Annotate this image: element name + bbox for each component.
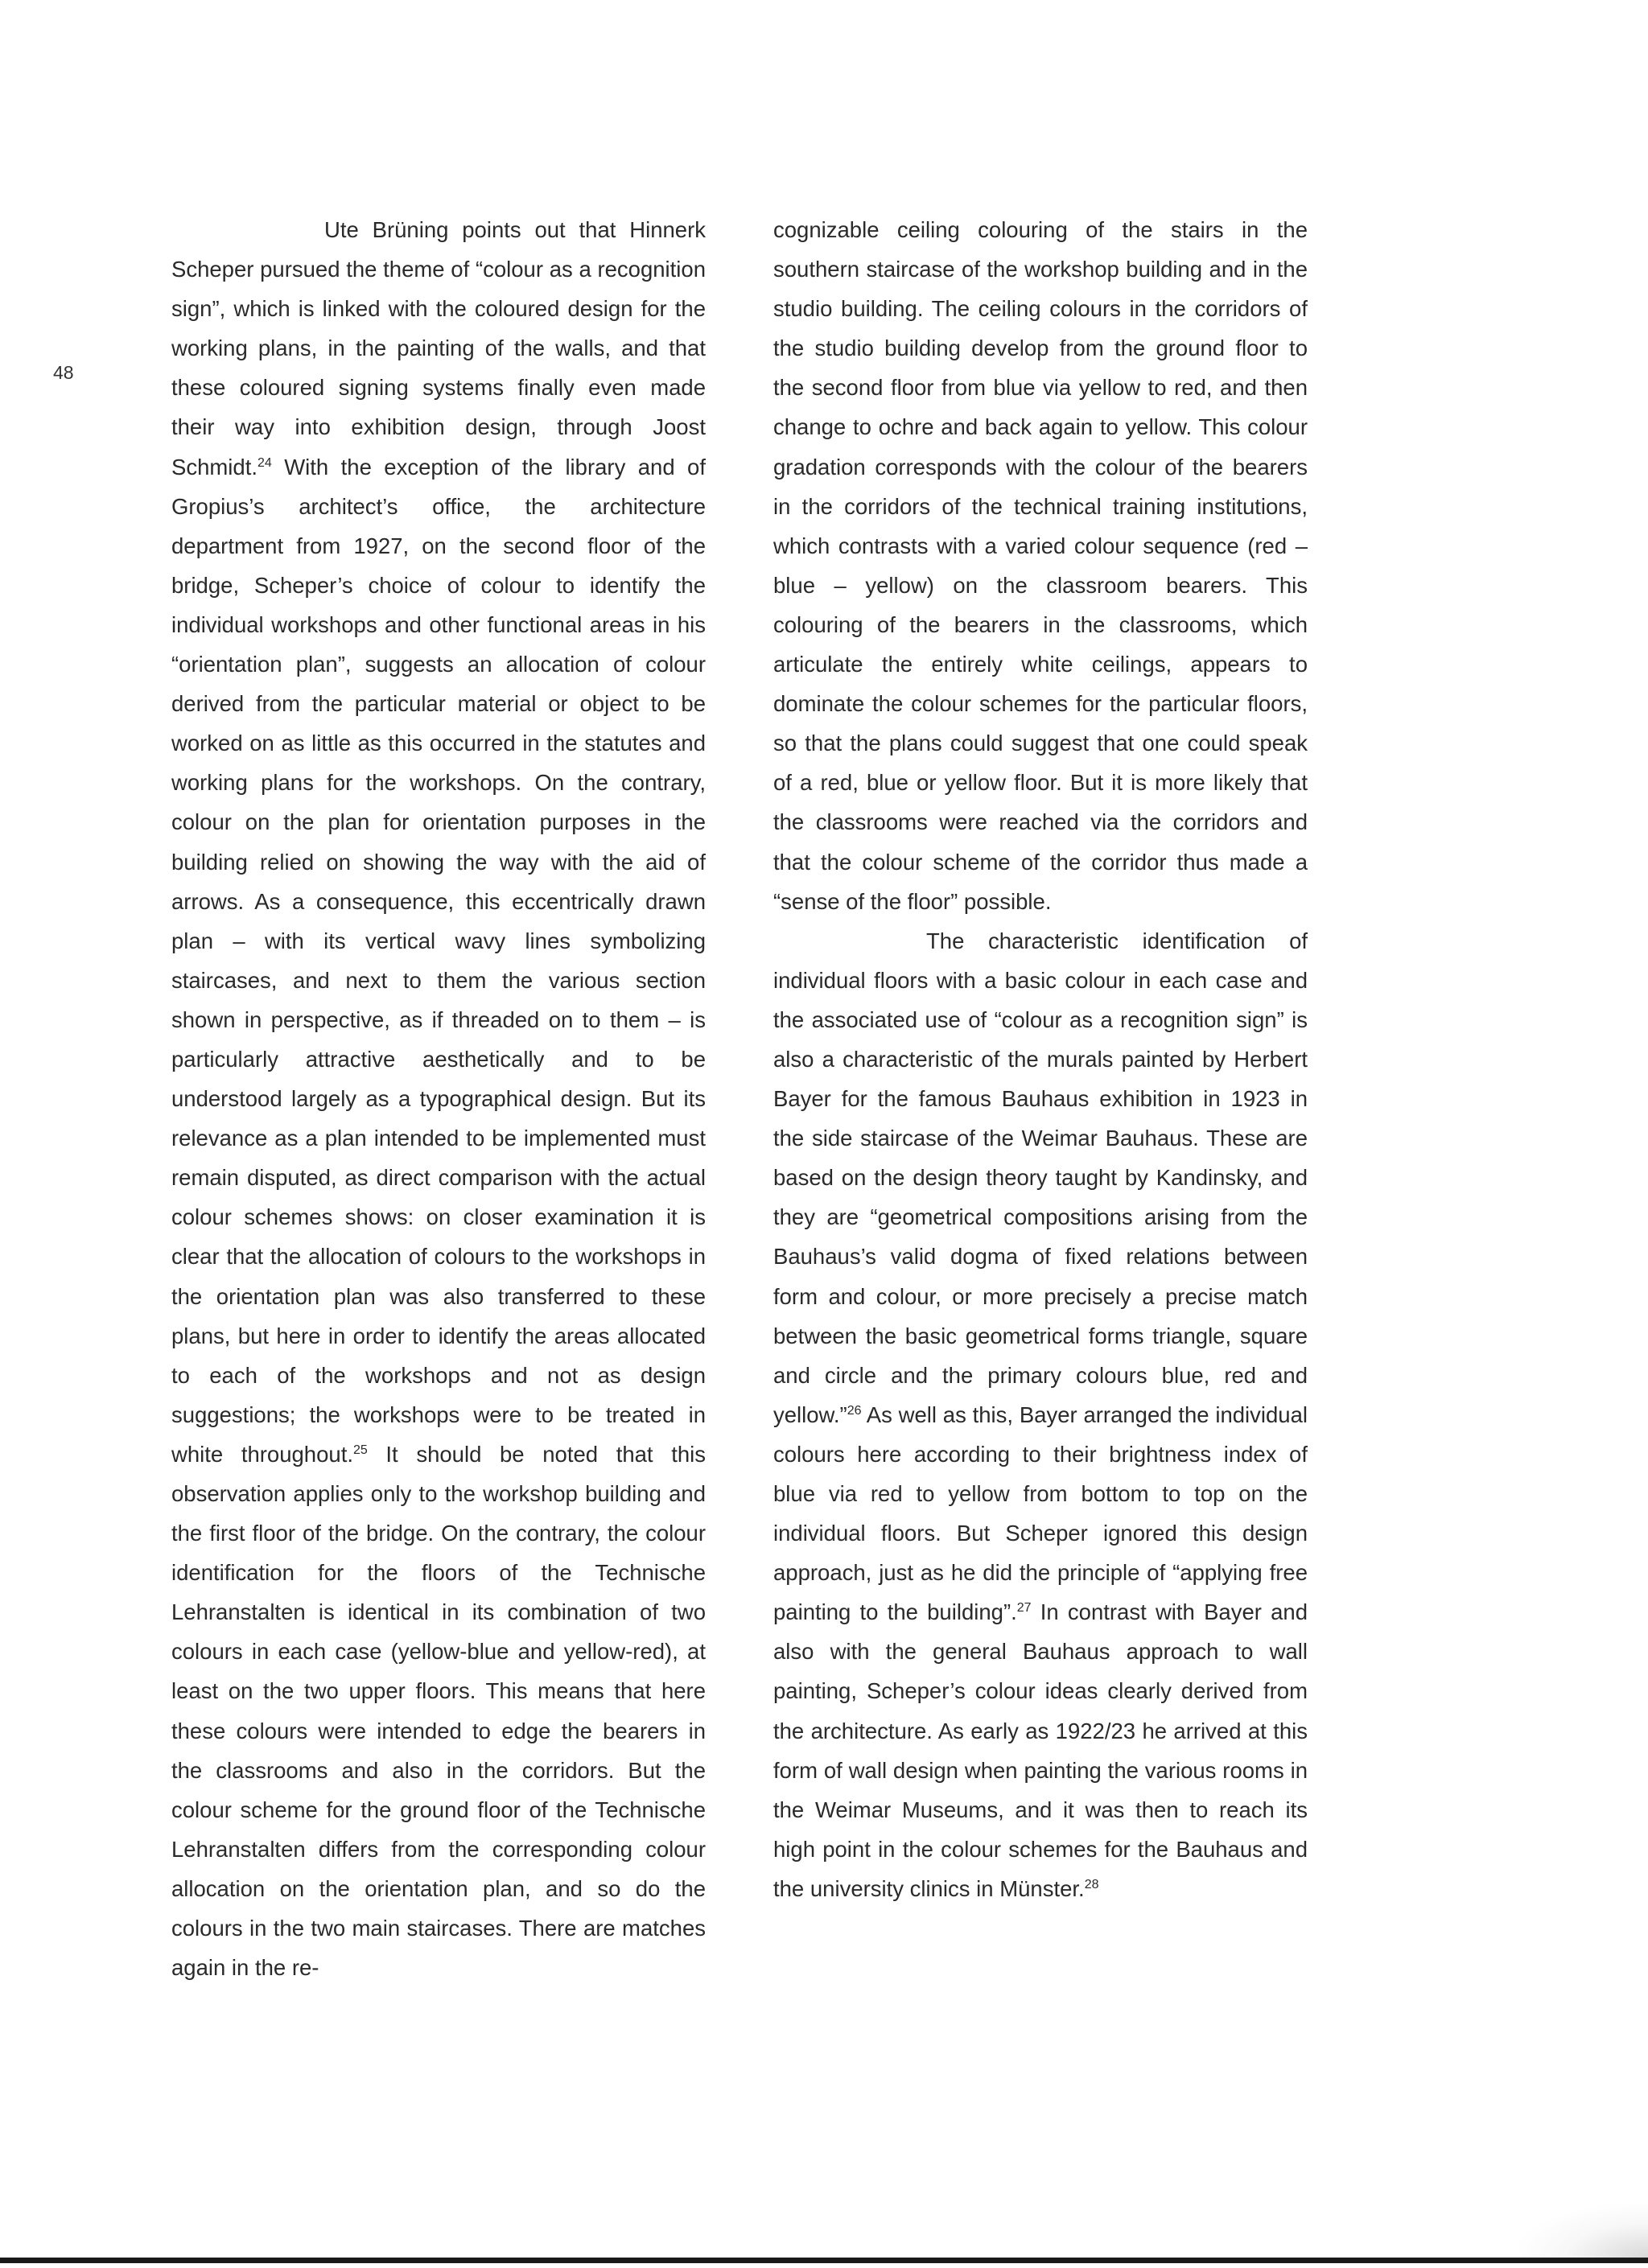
right-column — [773, 210, 1308, 1908]
paragraph — [171, 210, 706, 1987]
footnote-ref-27: 27 — [1016, 1601, 1032, 1616]
footnote-ref-25: 25 — [352, 1443, 368, 1457]
footnote-ref-28: 28 — [1084, 1877, 1099, 1891]
page-number: 48 — [53, 362, 74, 383]
paragraph-text: Ute Brüning points out that Hinnerk Scheper pursued the theme of “colour as a recognition sign”, which is linked with the coloured design for the working plans, in the painting of the walls, and that these coloured signing systems finally even made their way into exhibition design, through Joost Schmidt. — [171, 217, 706, 480]
paragraph-text: cognizable ceiling colouring of the stairs in the southern staircase of the workshop building and in the studio building. The ceiling colours in the corridors of the studio building develop from the ground floor to the second floor from blue via yellow to red, and then change to ochre and back again to yellow. This colour gradation corresponds with the colour of the bearers in the corridors of the technical training institutions, which contrasts with a varied colour sequence (red – blue – yellow) on the classroom bearers. This colouring of the bearers in the classrooms, which articulate the entirely white ceilings, appears to dominate the colour schemes for the particular floors, so that the plans could suggest that one could speak of a red, blue or yellow floor. But it is more likely that the classrooms were reached via the corridors and that the colour scheme of the corridor thus made a “sense of the floor” possible. — [773, 217, 1308, 914]
paragraph-text: With the exception of the library and of Gropius’s architect’s office, the architecture department from 1927, on the second floor of the bridge, Scheper’s choice of colour to identify the individual workshops and other functional areas in his “orientation plan”, suggests an allocation of colour derived from the particular material or object to be worked on as little as this occurred in the statutes and working plans for the workshops. On the contrary, colour on the plan for orientation purposes in the building relied on showing the way with the aid of arrows. As a consequence, this eccentrically drawn plan – with its vertical wavy lines symbolizing staircases, and next to them the various section shown in perspective, as if threaded on to them – is particularly attractive aesthetically and to be understood largely as a typographical design. But its relevance as a plan intended to be implemented must remain disputed, as direct comparison with the actual colour schemes shows: on closer examination it is clear that the allocation of colours to the workshops in the orientation plan was also transferred to these plans, but here in order to identify the areas allocated to each of the workshops and not as design suggestions; the workshops were to be treated in white throughout. — [171, 454, 706, 1467]
paragraph-text: The characteristic identification of individual floors with a basic colour in each case and the associated use of “colour as a recognition sign” is also a characteristic of the murals painted by Herbert Bayer for the famous Bauhaus exhibition in 1923 in the side staircase of the Weimar Bauhaus. These are based on the design theory taught by Kandinsky, and they are “geometrical compositions arising from the Bauhaus’s valid dogma of fixed relations between form and colour, or more precisely a precise match between the basic geometrical forms triangle, square and circle and the primary colours blue, red and yellow.” — [773, 928, 1308, 1427]
paragraph — [773, 210, 1308, 921]
page-edge-shadow — [1519, 2204, 1648, 2258]
paragraph-text: It should be noted that this observation applies only to the workshop building and the first floor of the bridge. On the contrary, the colour identification for the floors of the Technische Lehranstalten is identical in its combination of two colours in each case (yellow-blue and yellow-red), at least on the two upper floors. This means that here these colours were intended to edge the bearers in the classrooms and also in the corridors. But the colour scheme for the ground floor of the Technische Lehranstalten differs from the corresponding colour allocation on the orientation plan, and so do the colours in the two main staircases. There are matches again in the re- — [171, 1441, 706, 1981]
bottom-border — [0, 2258, 1648, 2263]
footnote-ref-24: 24 — [257, 455, 272, 470]
paragraph-text: In contrast with Bayer and also with the general Bauhaus approach to wall painting, Scheper’s colour ideas clearly derived from the architecture. As early as 1922/23 he arrived at this form of wall design when painting the various rooms in the Weimar Museums, and it was then to reach its high point in the colour schemes for the Bauhaus and the university clinics in Münster. — [773, 1599, 1308, 1901]
footnote-ref-26: 26 — [847, 1403, 862, 1418]
left-column — [171, 210, 706, 1987]
paragraph — [773, 921, 1308, 1908]
paragraph-text: As well as this, Bayer arranged the individual colours here according to their brightness index of blue via red to yellow from bottom to top on the individual floors. But Scheper ignored this design approach, just as he did the principle of “applying free painting to the building”. — [773, 1402, 1308, 1625]
